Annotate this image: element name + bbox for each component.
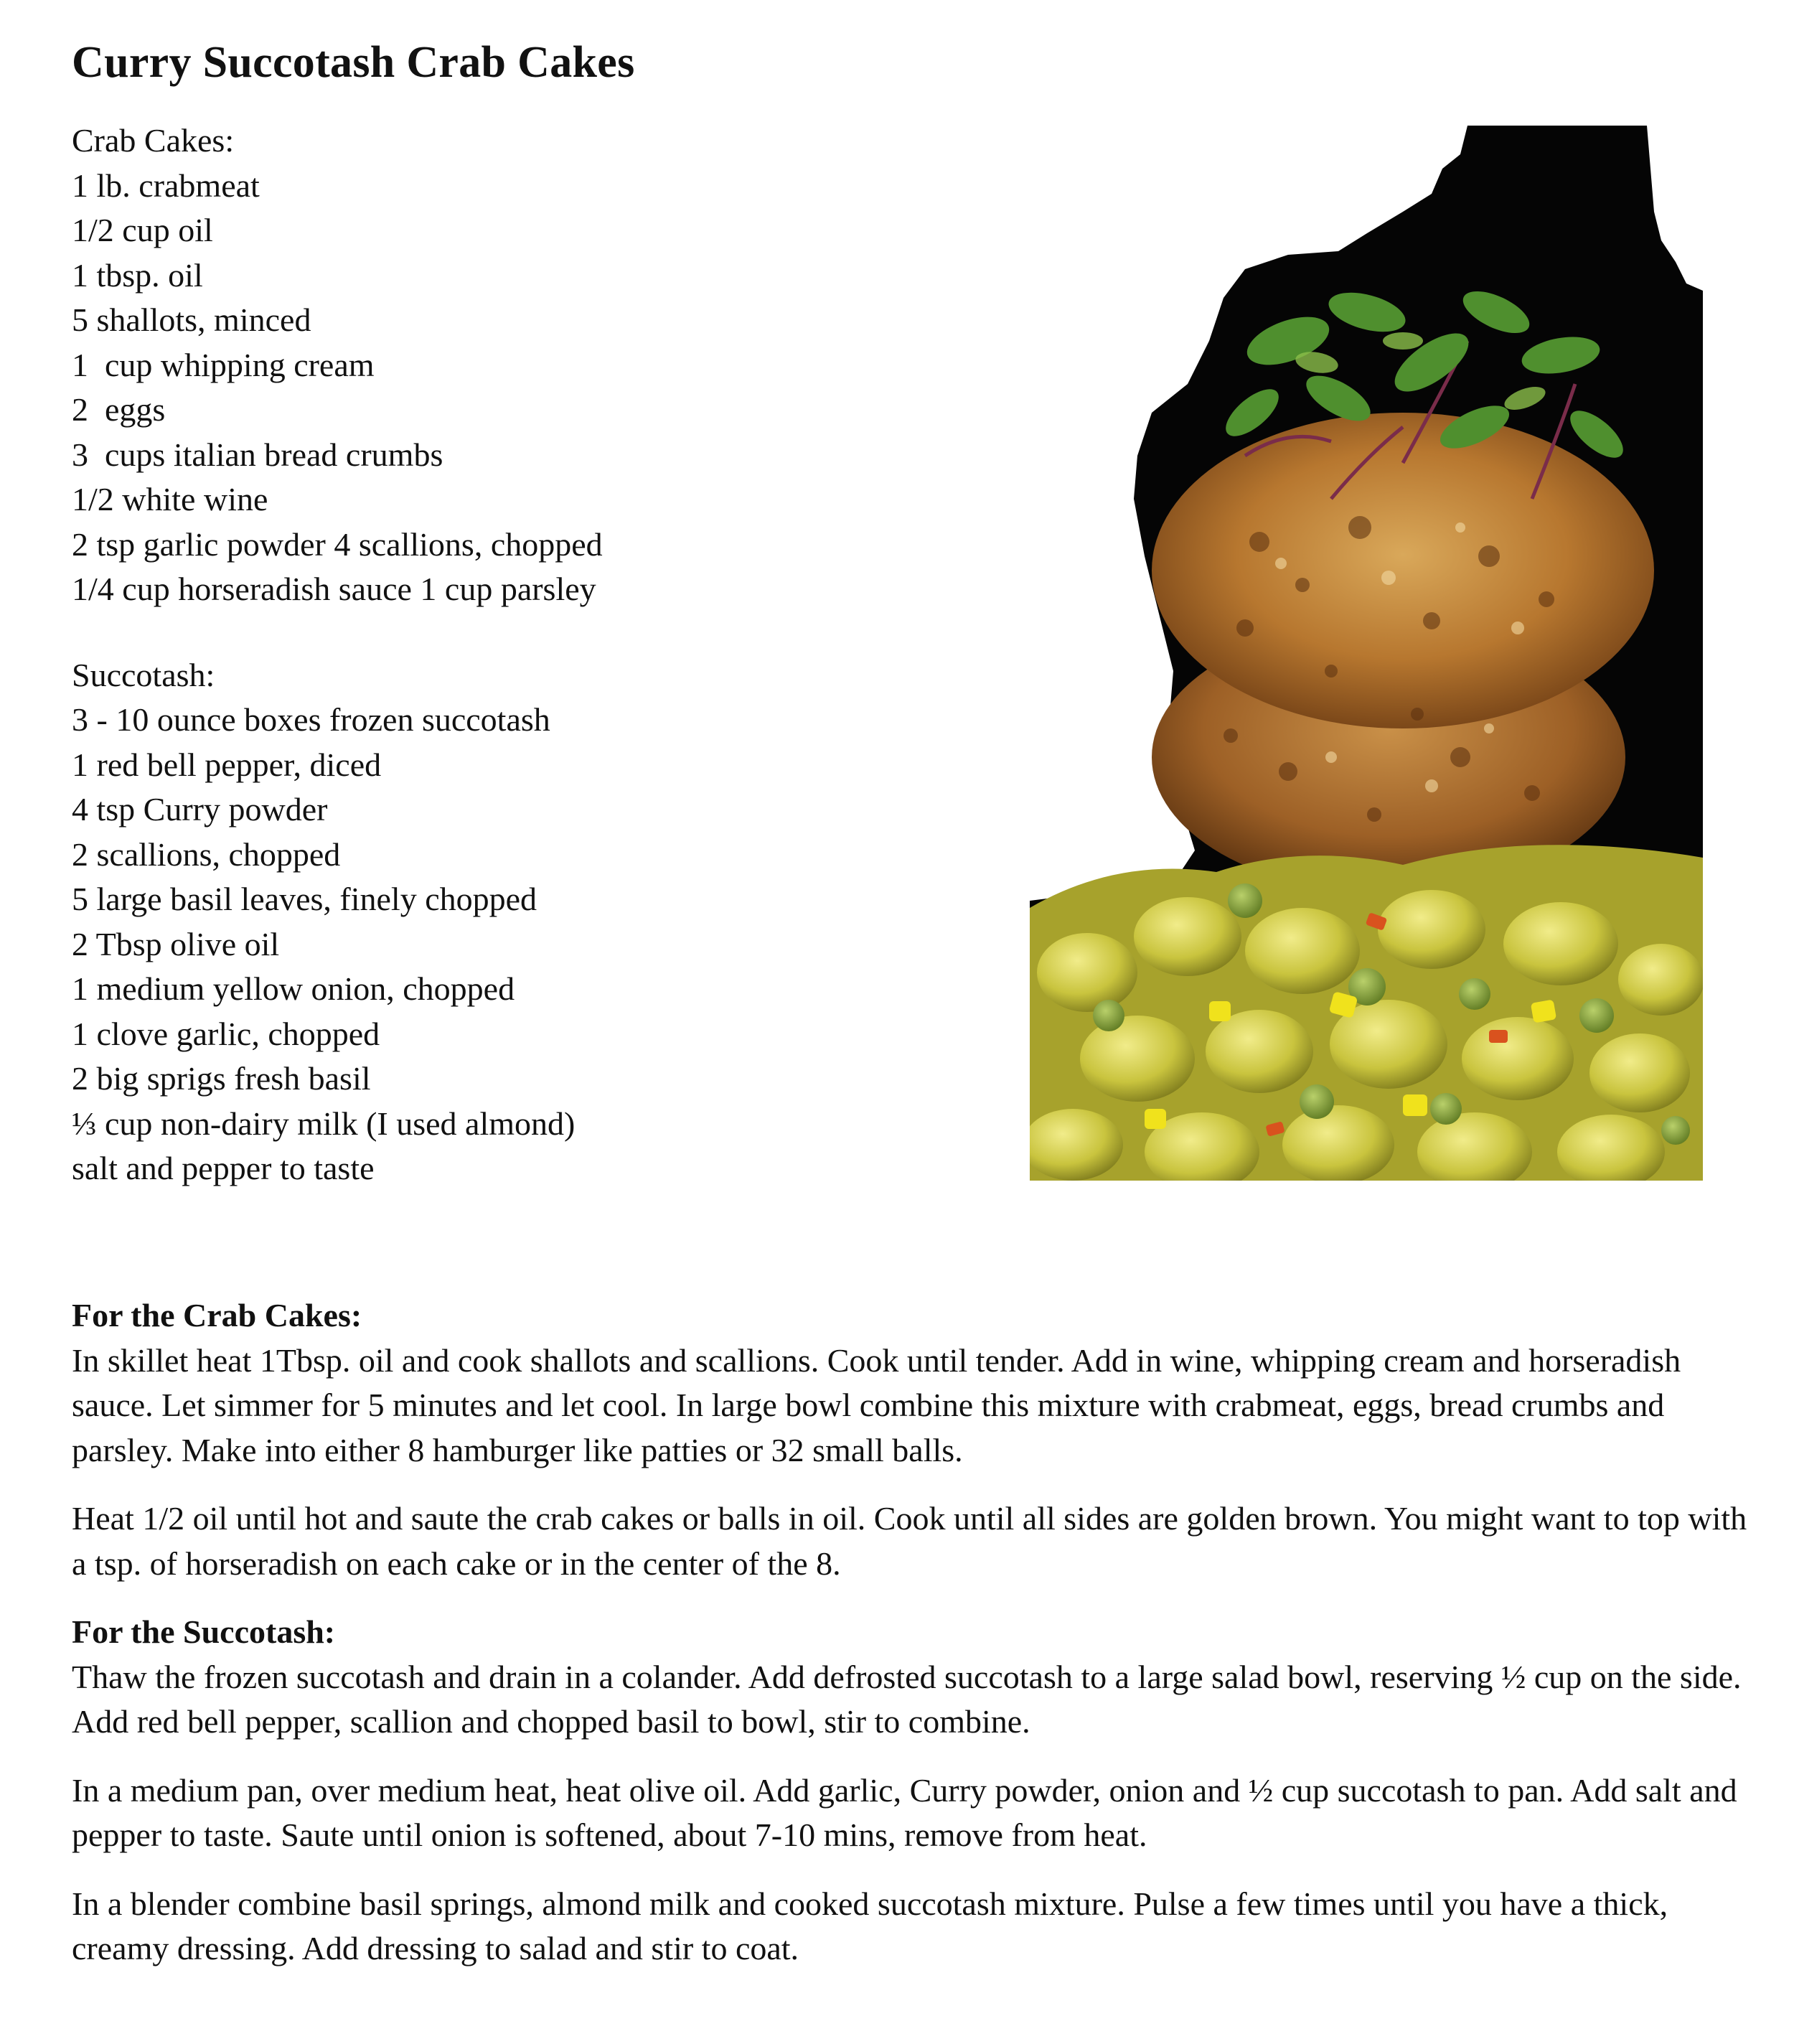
ingredient-item: 5 shallots, minced xyxy=(72,301,311,338)
direction-paragraph: In a blender combine basil springs, almond milk and cooked succotash mixture. Pulse a few times until you have a thick, creamy dressing. Add dressing to salad and stir to coat. xyxy=(72,1885,1668,1966)
ingredient-item: 1 medium yellow onion, chopped xyxy=(72,970,515,1007)
ingredient-item: 3 - 10 ounce boxes frozen succotash xyxy=(72,701,550,738)
ingredient-item: 1 clove garlic, chopped xyxy=(72,1015,380,1052)
ingredient-item: 2 Tbsp olive oil xyxy=(72,925,280,962)
ingredient-item: 2 tsp garlic powder 4 scallions, chopped xyxy=(72,525,603,563)
succotash-directions-heading: For the Succotash: xyxy=(72,1613,336,1650)
ingredient-item: 1 lb. crabmeat xyxy=(72,167,260,204)
ingredient-item: 1/4 cup horseradish sauce 1 cup parsley xyxy=(72,571,596,607)
direction-paragraph: Thaw the frozen succotash and drain in a colander. Add defrosted succotash to a large salad bowl, reserving ½ cup on the side. Add red bell pepper, scallion and chopped basil to bowl, stir to combine. xyxy=(72,1658,1742,1740)
ingredient-item: 2 scallions, chopped xyxy=(72,835,341,873)
direction-paragraph: In a medium pan, over medium heat, heat olive oil. Add garlic, Curry powder, onion and ½ cup succotash to pan. Add salt and pepper to taste. Saute until onion is softened, about 7-10 mins, remove from heat. xyxy=(72,1771,1737,1853)
ingredient-item: salt and pepper to taste xyxy=(72,1150,375,1186)
ingredient-item: 4 tsp Curry powder xyxy=(72,791,328,828)
ingredient-item: 2 eggs xyxy=(72,391,166,428)
ingredient-item: 3 cups italian bread crumbs xyxy=(72,436,443,473)
directions-section xyxy=(72,1293,1751,1995)
ingredient-item: 5 large basil leaves, finely chopped xyxy=(72,881,537,917)
crab-cakes-photo xyxy=(1030,126,1703,1181)
ingredient-item: 1/2 cup oil xyxy=(72,212,213,248)
succotash-ingredients-heading: Succotash: xyxy=(72,656,215,693)
ingredient-item: 1 cup whipping cream xyxy=(72,346,375,383)
ingredient-item: 2 big sprigs fresh basil xyxy=(72,1060,371,1097)
crab-directions-heading: For the Crab Cakes: xyxy=(72,1297,362,1333)
ingredient-item: 1 tbsp. oil xyxy=(72,256,203,294)
spacer xyxy=(72,612,1005,653)
ingredient-item: 1 red bell pepper, diced xyxy=(72,746,382,783)
ingredient-item: ⅓ cup non-dairy milk (I used almond) xyxy=(72,1105,576,1142)
direction-paragraph: Heat 1/2 oil until hot and saute the crab cakes or balls in oil. Cook until all sides are golden brown. You might want to top with a tsp. of horseradish on each cake or in the center of the 8. xyxy=(72,1500,1747,1582)
recipe-title: Curry Succotash Crab Cakes xyxy=(72,38,635,87)
ingredient-item: 1/2 white wine xyxy=(72,481,268,517)
crab-ingredients-heading: Crab Cakes: xyxy=(72,122,235,159)
direction-paragraph: In skillet heat 1Tbsp. oil and cook shallots and scallions. Cook until tender. Add in wine, whipping cream and horseradish sauce. Let simmer for 5 minutes and let cool. In large bowl combine this mixture with crabmeat, eggs, bread crumbs and parsley. Make into either 8 hamburger like patties or 32 small balls. xyxy=(72,1341,1681,1468)
ingredients-column xyxy=(72,118,1005,1191)
